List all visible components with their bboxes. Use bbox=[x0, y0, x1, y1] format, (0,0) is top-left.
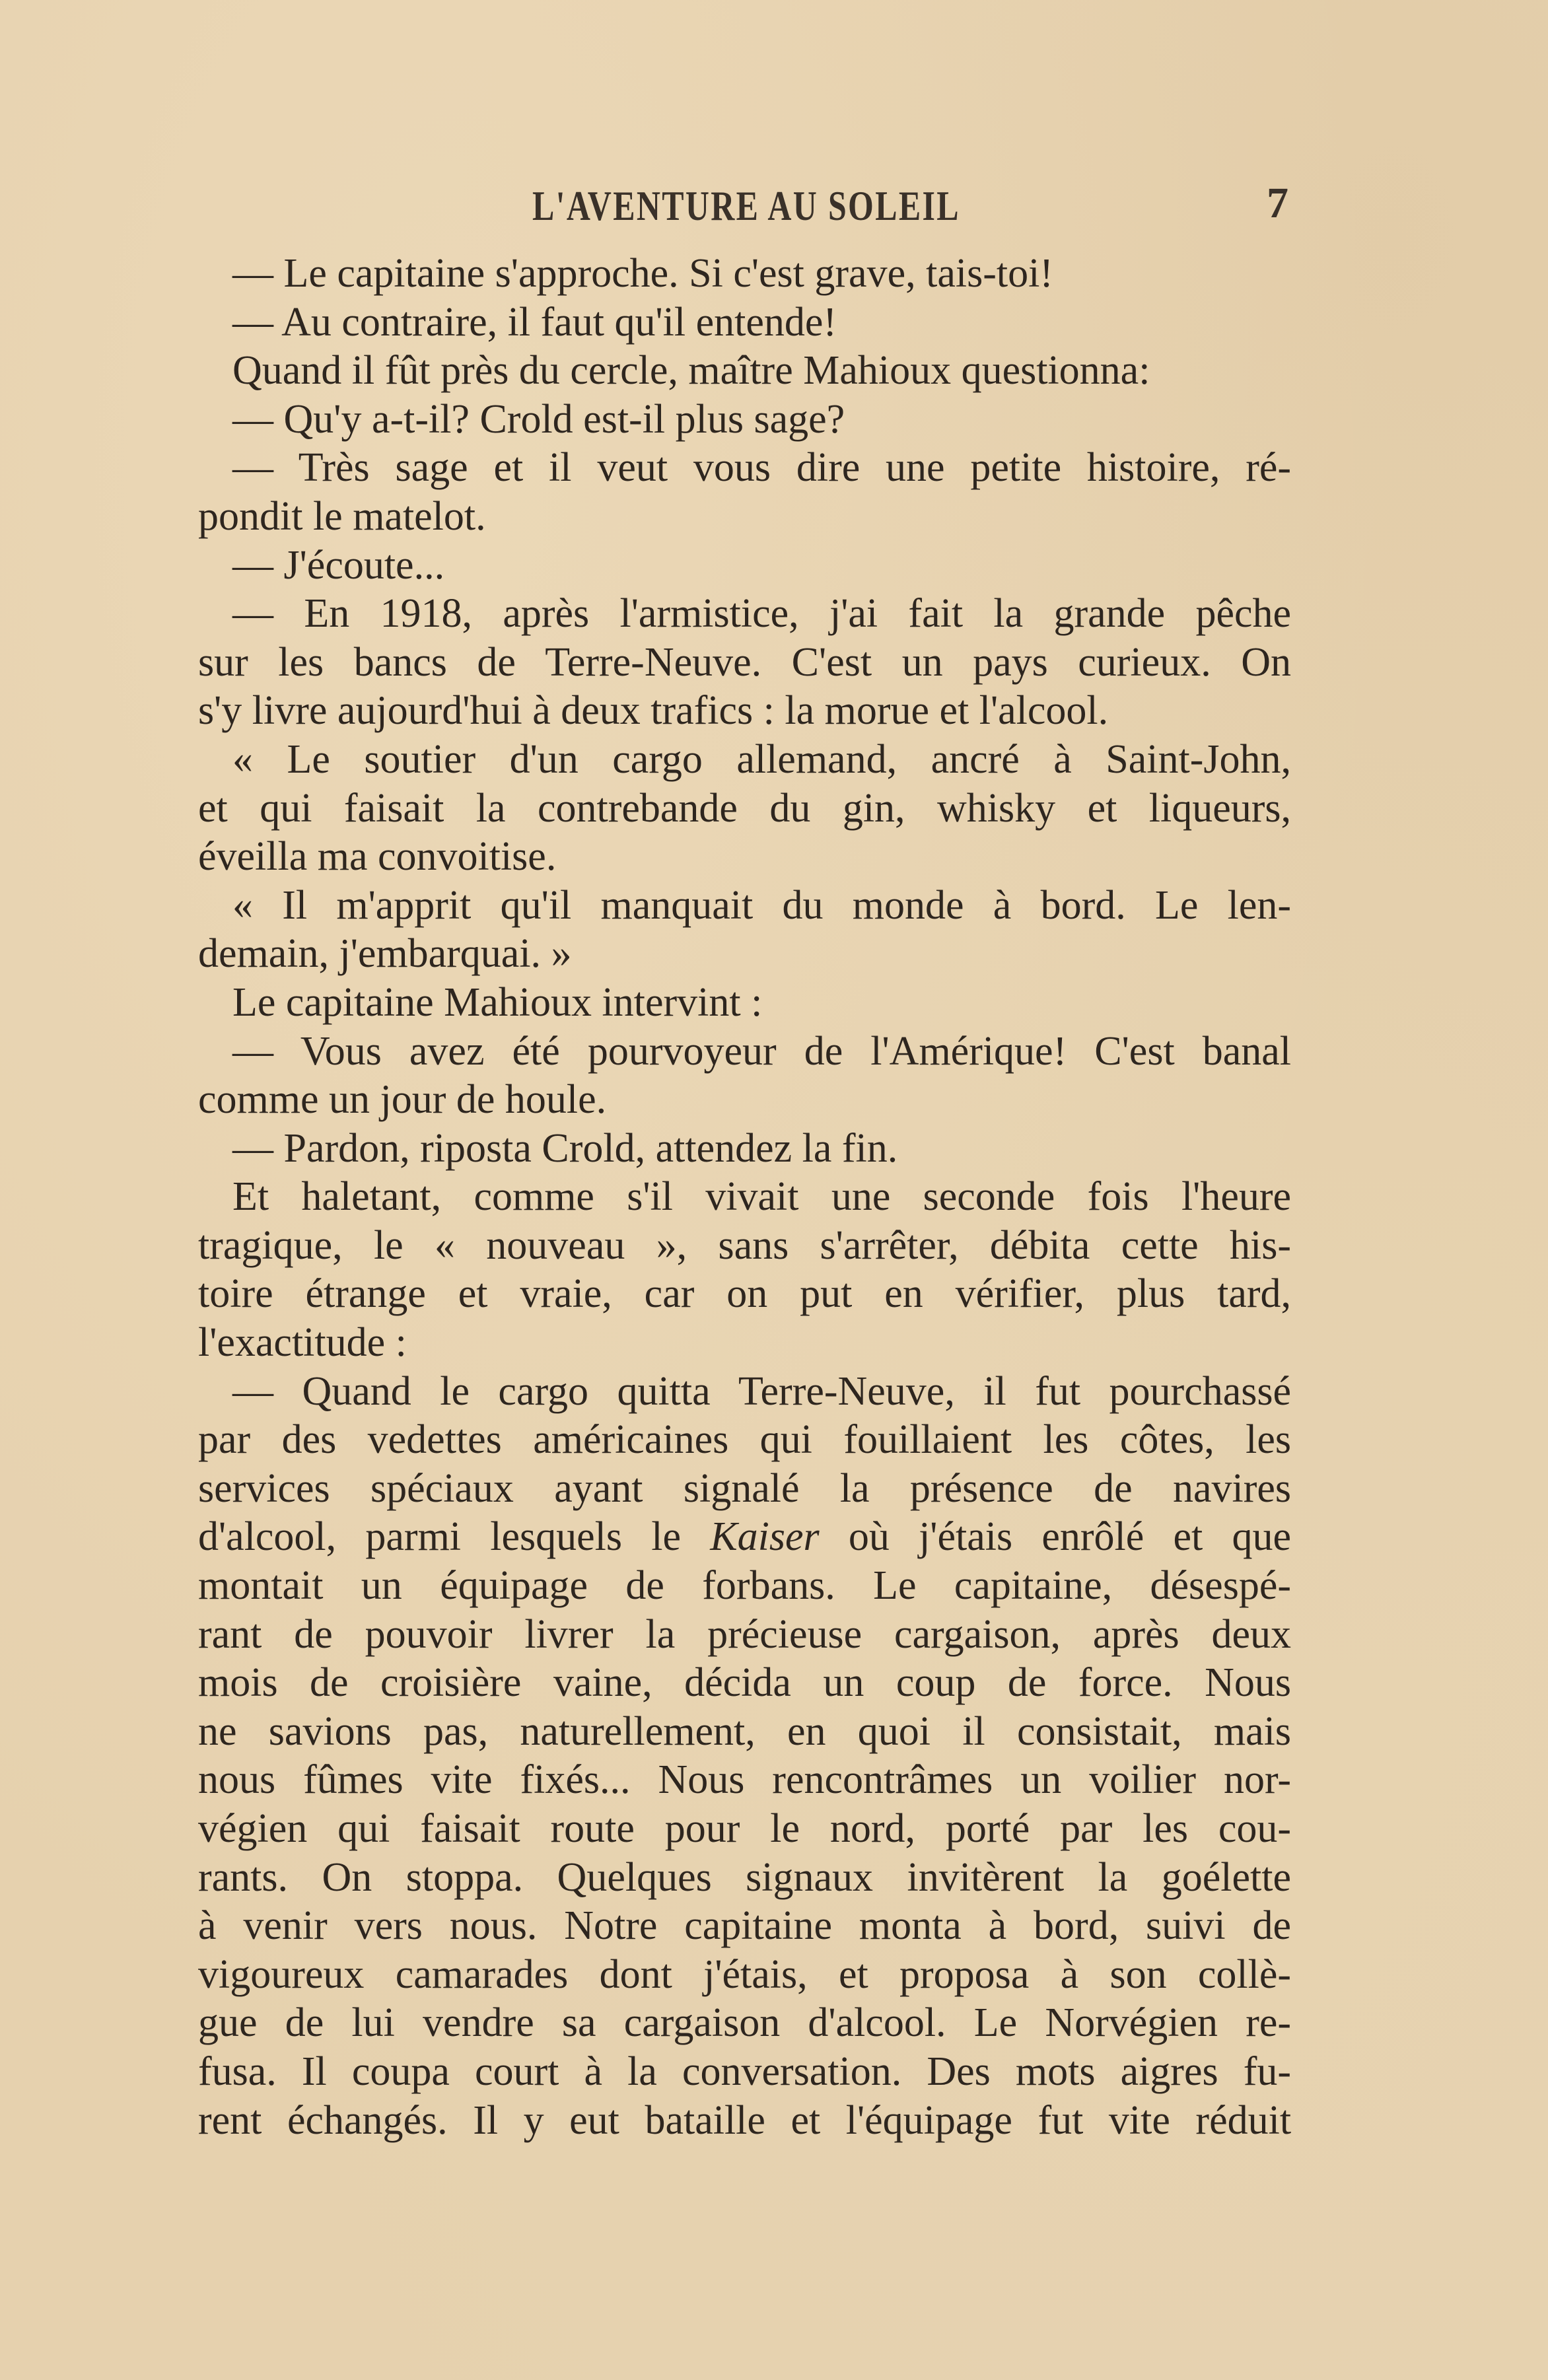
text-line: rant de pouvoir livrer la précieuse cargaison, après deux bbox=[198, 1611, 1292, 1657]
text-line: pondit le matelot. bbox=[198, 493, 486, 539]
text-line: — Au contraire, il faut qu'il entende! bbox=[232, 299, 837, 345]
text-segment: où j'étais enrôlé et que bbox=[819, 1514, 1291, 1560]
text-line: comme un jour de houle. bbox=[198, 1077, 607, 1123]
text-line: nous fûmes vite fixés... Nous rencontrâmes un voilier nor- bbox=[198, 1757, 1291, 1803]
text-line: végien qui faisait route pour le nord, porté par les cou- bbox=[198, 1806, 1291, 1851]
text-line: — Très sage et il veut vous dire une petite histoire, ré- bbox=[232, 445, 1292, 491]
text-line: rent échangés. Il y eut bataille et l'équipage fut vite réduit bbox=[198, 2097, 1292, 2143]
text-segment: d'alcool, parmi lesquels le bbox=[198, 1514, 711, 1560]
text-line: rants. On stoppa. Quelques signaux invitèrent la goélette bbox=[198, 1854, 1291, 1900]
text-line: sur les bancs de Terre-Neuve. C'est un pays curieux. On bbox=[198, 639, 1291, 685]
text-line: ne savions pas, naturellement, en quoi il consistait, mais bbox=[198, 1708, 1292, 1754]
text-line: s'y livre aujourd'hui à deux trafics : la morue et l'alcool. bbox=[198, 688, 1109, 734]
text-line: montait un équipage de forbans. Le capitaine, désespé- bbox=[198, 1563, 1291, 1609]
text-line: Quand il fût près du cercle, maître Mahioux questionna: bbox=[232, 348, 1150, 394]
text-line: demain, j'embarquai. » bbox=[198, 931, 572, 977]
text-line: « Il m'apprit qu'il manquait du monde à bord. Le len- bbox=[232, 882, 1292, 928]
text-line: Et haletant, comme s'il vivait une seconde fois l'heure bbox=[232, 1174, 1292, 1220]
text-line: — Quand le cargo quitta Terre-Neuve, il fut pourchassé bbox=[232, 1368, 1291, 1414]
text-line: l'exactitude : bbox=[198, 1320, 407, 1366]
text-line: — En 1918, après l'armistice, j'ai fait la grande pêche bbox=[232, 591, 1292, 637]
text-line: tragique, le « nouveau », sans s'arrêter, débita cette his- bbox=[198, 1222, 1292, 1268]
text-line: — Le capitaine s'approche. Si c'est grave, tais-toi! bbox=[232, 251, 1053, 296]
body-text bbox=[198, 250, 1291, 2145]
ship-name-italic: Kaiser bbox=[710, 1514, 820, 1560]
text-line: vigoureux camarades dont j'étais, et proposa à son collè- bbox=[198, 1951, 1292, 1997]
text-line: — Qu'y a-t-il? Crold est-il plus sage? bbox=[232, 396, 845, 442]
page-number: 7 bbox=[1267, 179, 1288, 227]
text-line: « Le soutier d'un cargo allemand, ancré à Saint-John, bbox=[232, 736, 1291, 782]
text-line: — Vous avez été pourvoyeur de l'Amérique! C'est banal bbox=[232, 1028, 1291, 1074]
text-line: éveilla ma convoitise. bbox=[198, 834, 557, 880]
text-line: fusa. Il coupa court à la conversation. Des mots aigres fu- bbox=[198, 2048, 1291, 2094]
text-line: toire étrange et vraie, car on put en vérifier, plus tard, bbox=[198, 1271, 1292, 1317]
text-line: mois de croisière vaine, décida un coup de force. Nous bbox=[198, 1660, 1291, 1706]
text-line: à venir vers nous. Notre capitaine monta à bord, suivi de bbox=[198, 1903, 1291, 1949]
text-line: par des vedettes américaines qui fouillaient les côtes, les bbox=[198, 1417, 1292, 1463]
text-line: services spéciaux ayant signalé la présence de navires bbox=[198, 1465, 1292, 1511]
text-line: — Pardon, riposta Crold, attendez la fin. bbox=[232, 1125, 898, 1171]
text-line: et qui faisait la contrebande du gin, whisky et liqueurs, bbox=[198, 785, 1291, 831]
running-head-title: L'AVENTURE AU SOLEIL bbox=[532, 182, 960, 229]
text-line: Le capitaine Mahioux intervint : bbox=[232, 979, 763, 1025]
text-line: gue de lui vendre sa cargaison d'alcool. Le Norvégien re- bbox=[198, 2000, 1292, 2046]
text-line: — J'écoute... bbox=[232, 542, 445, 588]
text-line bbox=[198, 1513, 1291, 1562]
